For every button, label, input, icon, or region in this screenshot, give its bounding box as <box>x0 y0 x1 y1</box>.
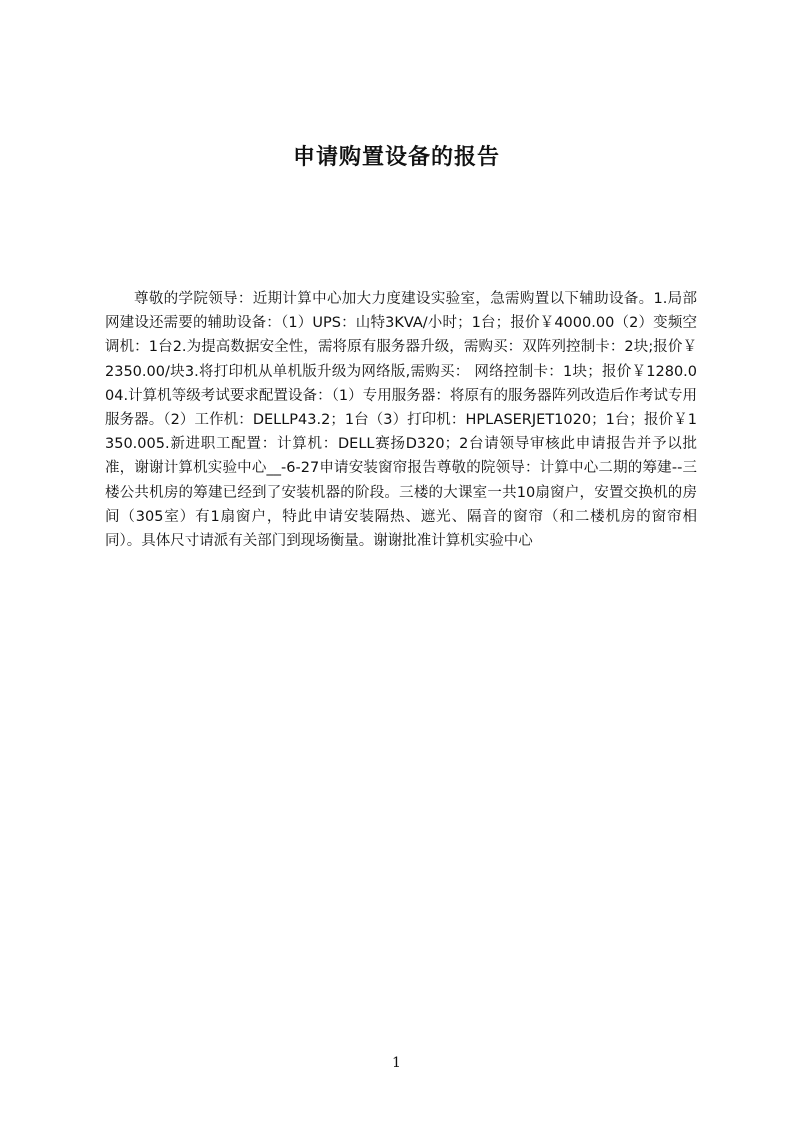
document-title: 申请购置设备的报告 <box>292 145 500 170</box>
document-body: 尊敬的学院领导：近期计算中心加大力度建设实验室，急需购置以下辅助设备。1.局部网建设还需要的辅助设备：（1）UPS：山特3KVA/小时；1台；报价￥4000.00（2）变频空调机：1台2.为提高数据安全性，需将原有服务器升级，需购买：双阵列控制卡：2块;报价￥ 2350.00/块3.将打印机从单机版升级为网络版,需购买： 网络控制卡：1块；报价￥1280.004.计算机等级考试要求配置设备：（1）专用服务器：将原有的服务器阵列改造后作考试专用服务器。（2）工作机：DELLP43.2；1台（3）打印机：HPLASERJET1020；1台；报价￥1350.005.新进职工配置：计算机：DELL赛扬D320；2台请领导审核此申请报告并予以批准，谢谢计算机实验中心__-6-27申请安装窗帘报告尊敬的院领导：计算中心二期的筹建--三楼公共机房的筹建已经到了安装机器的阶段。三楼的大课室一共10扇窗户，安置交换机的房间（305室）有1扇窗户，特此申请安装隔热、遮光、隔音的窗帘（和二楼机房的窗帘相同）。具体尺寸请派有关部门到现场衡量。谢谢批准计算机实验中心 <box>105 291 697 550</box>
page-number: 1 <box>392 1055 401 1071</box>
